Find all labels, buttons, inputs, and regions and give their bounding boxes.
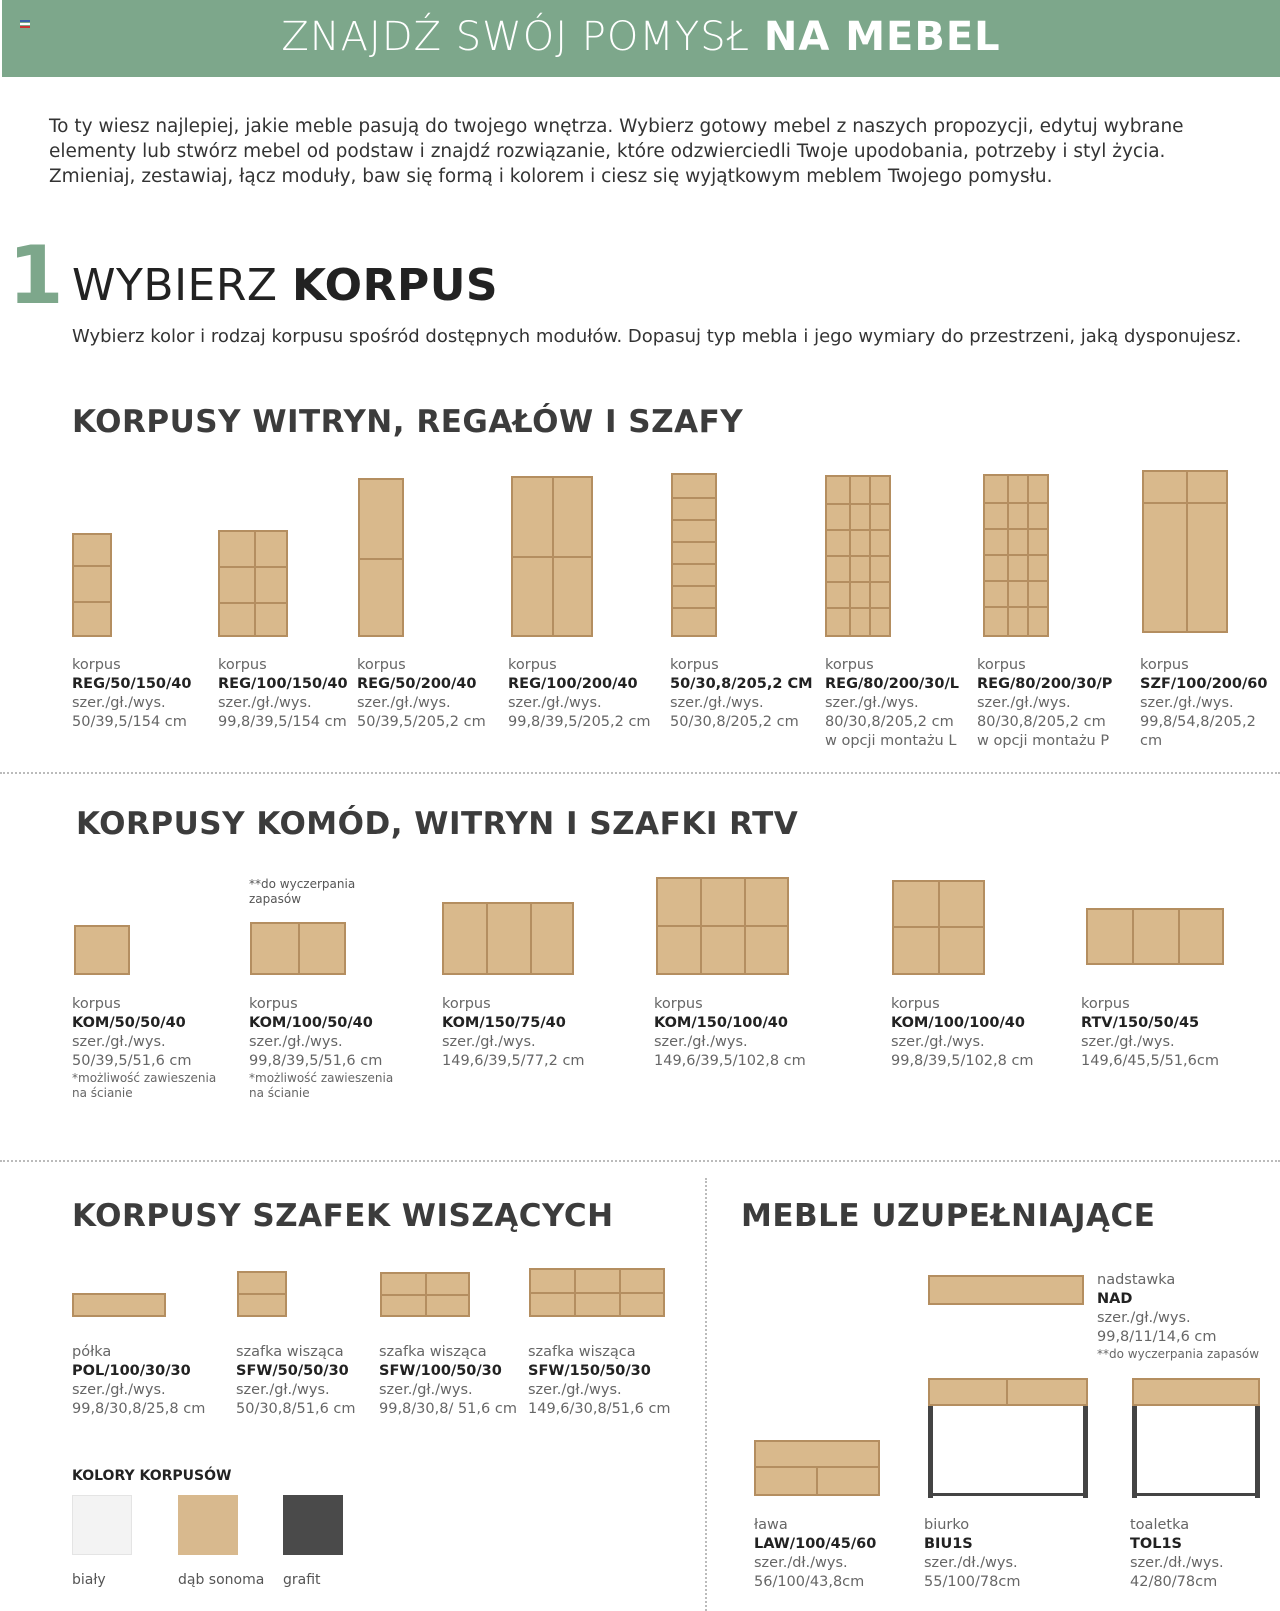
- stock-note: **do wyczerpania zapasów: [249, 877, 356, 906]
- product-image-kom-150-75: [442, 902, 574, 975]
- product-image-sfw-100: [380, 1272, 470, 1317]
- product-info: korpus SZF/100/200/60 szer./gł./wys. 99,8/54,8/205,2 cm: [1140, 657, 1268, 749]
- product-image-rtv: [1086, 908, 1224, 965]
- product-image-kom-100-100: [892, 880, 985, 975]
- product-image-tol: [1132, 1378, 1260, 1406]
- product-image-szf: [1142, 470, 1228, 633]
- product-image-50-30: [671, 473, 717, 637]
- product-info: szafka wisząca SFW/150/50/30 szer./gł./wys. 149,6/30,8/51,6 cm: [528, 1344, 671, 1417]
- color-swatch-grafit: [283, 1495, 343, 1555]
- color-label: dąb sonoma: [178, 1572, 265, 1588]
- step-number: 1: [8, 229, 64, 322]
- product-image-law: [754, 1440, 880, 1496]
- product-image-sfw-150: [529, 1268, 665, 1317]
- product-image-nad: [928, 1275, 1084, 1305]
- product-info: szafka wisząca SFW/50/50/30 szer./gł./wys. 50/30,8/51,6 cm: [236, 1344, 356, 1417]
- product-info: korpus REG/80/200/30/P szer./gł./wys. 80/30,8/205,2 cm w opcji montażu P: [977, 657, 1113, 749]
- section-title-wiszacych: KORPUSY SZAFEK WISZĄCYCH: [72, 1198, 614, 1234]
- product-info: korpus KOM/100/100/40 szer./gł./wys. 99,8/39,5/102,8 cm: [891, 996, 1034, 1069]
- color-label: grafit: [283, 1572, 321, 1588]
- product-info: korpus RTV/150/50/45 szer./gł./wys. 149,6/45,5/51,6cm: [1081, 996, 1219, 1069]
- desk-leg: [1083, 1406, 1088, 1498]
- product-image-reg-100-200: [511, 476, 593, 637]
- intro-text: To ty wiesz najlepiej, jakie meble pasują do twojego wnętrza. Wybierz gotowy mebel z naszych propozycji, edytuj wybrane elementy lub stwórz mebel od podstaw i znajdź rozwiązanie, które odzwierciedli Twoje upodobania, potrzeby i styl życia. Zmieniaj, zestawiaj, łącz moduły, baw się formą i kolorem i ciesz się wyjątkowym meblem Twojego pomysłu.: [49, 116, 1184, 187]
- product-info: biurko BIU1S szer./dł./wys. 55/100/78cm: [924, 1517, 1021, 1590]
- divider-vertical: [705, 1178, 707, 1611]
- table-leg: [1132, 1406, 1137, 1498]
- section-title-uzupelniajace: MEBLE UZUPEŁNIAJĄCE: [741, 1198, 1156, 1234]
- product-info: ława LAW/100/45/60 szer./dł./wys. 56/100/43,8cm: [754, 1517, 877, 1590]
- page-header: [2, 0, 1280, 77]
- product-image-kom-100-50: [250, 922, 346, 975]
- product-info: korpus REG/100/200/40 szer./gł./wys. 99,8/39,5/205,2 cm: [508, 657, 651, 730]
- color-label: biały: [72, 1572, 106, 1588]
- product-image-reg-50-200: [358, 478, 404, 637]
- product-image-pol: [72, 1293, 166, 1317]
- product-info: toaletka TOL1S szer./dł./wys. 42/80/78cm: [1130, 1517, 1224, 1590]
- product-info: nadstawka NAD szer./gł./wys. 99,8/11/14,6 cm **do wyczerpania zapasów: [1097, 1272, 1260, 1361]
- product-info: korpus REG/100/150/40 szer./gł./wys. 99,8/39,5/154 cm: [218, 657, 348, 730]
- section-title-witryn: KORPUSY WITRYN, REGAŁÓW I SZAFY: [72, 404, 744, 440]
- product-info: korpus REG/50/200/40 szer./gł./wys. 50/39,5/205,2 cm: [357, 657, 486, 730]
- product-image-kom-50-50: [74, 925, 130, 975]
- step-description: Wybierz kolor i rodzaj korpusu spośród dostępnych modułów. Dopasuj typ mebla i jego wymiary do przestrzeni, jaką dysponujesz.: [72, 326, 1242, 347]
- product-image-biu: [928, 1378, 1088, 1406]
- desk-leg: [928, 1406, 933, 1498]
- section-title-komod: KORPUSY KOMÓD, WITRYN I SZAFKI RTV: [76, 806, 799, 842]
- table-bar: [1132, 1493, 1260, 1496]
- product-info: szafka wisząca SFW/100/50/30 szer./gł./wys. 99,8/30,8/ 51,6 cm: [379, 1344, 517, 1417]
- product-image-reg-50-150: [72, 533, 112, 637]
- product-image-reg-80-p: [983, 474, 1049, 637]
- product-info: korpus REG/80/200/30/L szer./gł./wys. 80/30,8/205,2 cm w opcji montażu L: [825, 657, 960, 749]
- product-info: korpus KOM/150/75/40 szer./gł./wys. 149,6/39,5/77,2 cm: [442, 996, 585, 1069]
- color-swatch-dab-sonoma: [178, 1495, 238, 1555]
- divider: [0, 1160, 1280, 1162]
- table-leg: [1255, 1406, 1260, 1498]
- product-image-sfw-50: [237, 1271, 287, 1317]
- product-image-kom-150-100: [656, 877, 789, 975]
- desk-bar: [928, 1493, 1088, 1496]
- color-swatch-bialy: [72, 1495, 132, 1555]
- divider: [0, 772, 1280, 774]
- product-info: korpus KOM/100/50/40 szer./gł./wys. 99,8/39,5/51,6 cm *możliwość zawieszenia na ścianie: [249, 996, 394, 1100]
- product-image-reg-80-l: [825, 475, 891, 637]
- product-info: półka POL/100/30/30 szer./gł./wys. 99,8/30,8/25,8 cm: [72, 1344, 206, 1417]
- colors-title: KOLORY KORPUSÓW: [72, 1468, 232, 1484]
- product-info: korpus REG/50/150/40 szer./gł./wys. 50/39,5/154 cm: [72, 657, 192, 730]
- page-title: ZNAJDŹ SWÓJ POMYSŁ NA MEBEL: [281, 14, 1001, 60]
- step-title: WYBIERZ KORPUS: [72, 260, 499, 311]
- product-info: korpus 50/30,8/205,2 CM szer./gł./wys. 50/30,8/205,2 cm: [670, 657, 813, 730]
- product-info: korpus KOM/50/50/40 szer./gł./wys. 50/39,5/51,6 cm *możliwość zawieszenia na ścianie: [72, 996, 217, 1100]
- product-image-reg-100-150: [218, 530, 288, 637]
- product-info: korpus KOM/150/100/40 szer./gł./wys. 149,6/39,5/102,8 cm: [654, 996, 806, 1069]
